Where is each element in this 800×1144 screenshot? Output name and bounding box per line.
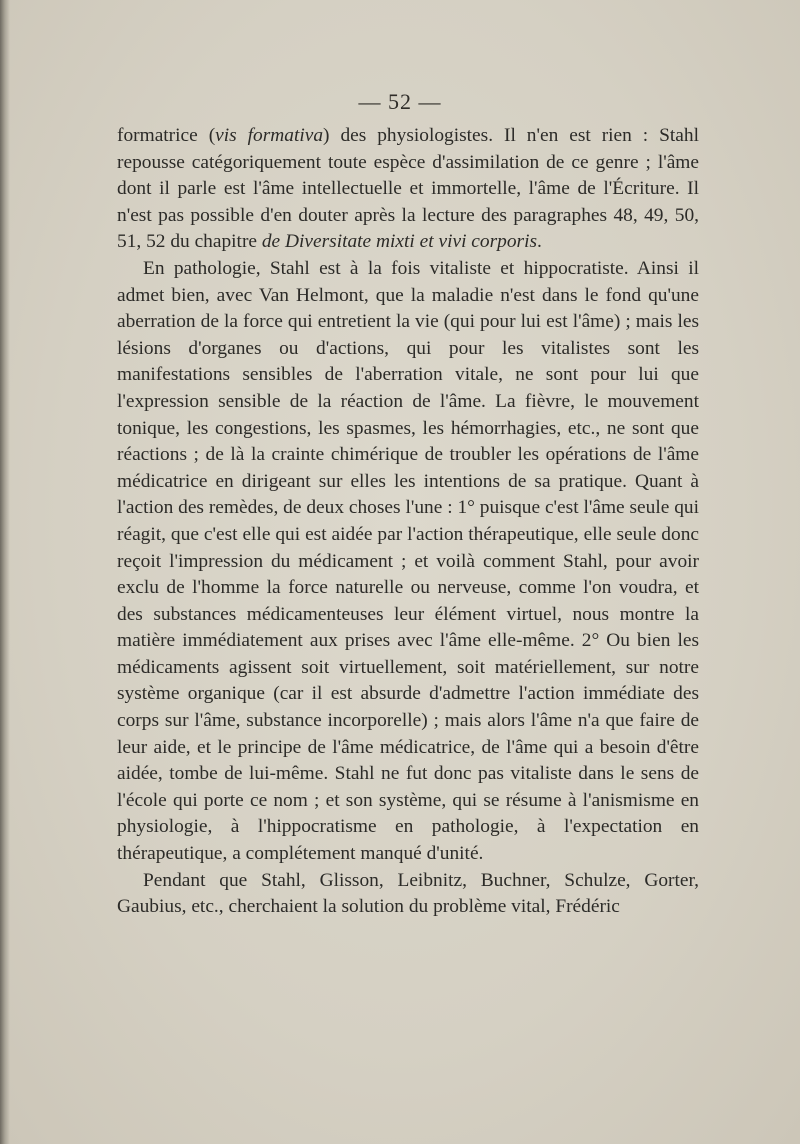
paragraph-2: En pathologie, Stahl est à la fois vitaliste et hippocratiste. Ainsi il admet bien, avec Van Helmont, que la maladie n'est dans le fond qu'une aberration de la force qui entretient la vie (qui pour lui est l'âme) ; mais les lésions d'organes ou d'actions, qui pour les vitalistes sont les manifestations sensibles de l'aberration vitale, ne sont pour lui que l'expression sensible de la réaction de l'âme. La fièvre, le mouvement tonique, les congestions, les spasmes, les hémorrhagies, etc., ne sont que réactions ; de là la crainte chimérique de troubler les opérations de l'âme médicatrice en dirigeant sur elles les intentions de sa pratique. Quant à l'action des remèdes, de deux choses l'une : 1° puisque c'est l'âme seule qui réagit, que c'est elle qui est aidée par l'action thérapeutique, elle seule donc reçoit l'impression du médicament ; et voilà comment Stahl, pour avoir exclu de l'homme la force naturelle ou nerveuse, comme l'on voudra, et des substances médicamenteuses leur élément virtuel, nous montre la matière immédiatement aux prises avec l'âme elle-même. 2° Ou bien les médicaments agissent soit virtuellement, soit matériellement, sur notre système organique (car il est absurde d'admettre l'action immédiate des corps sur l'âme, substance incorporelle) ; mais alors l'âme n'a que faire de leur aide, et le principe de l'âme médicatrice, de l'âme qui a besoin d'être aidée, tombe de lui-même. Stahl ne fut donc pas vitaliste dans le sens de l'école qui porte ce nom ; et son système, qui se résume à l'anismisme en physiologie, à l'hippocratisme en pathologie, à l'expectation en thérapeutique, a complétement manqué d'unité. [117,257,699,865]
paragraph-1 [117,123,699,256]
page-number: — 52 — [358,89,442,114]
paragraph-1-text-c: . [537,231,542,253]
body-text [117,123,699,921]
latin-title-de-diversitate: de Diversitate mixti et vivi corporis [261,231,538,253]
latin-term-vis-formativa: vis formativa [215,125,324,146]
paragraph-1-text-a: formatrice ( [117,125,216,146]
binding-shadow [0,0,10,1144]
paragraph-3: Pendant que Stahl, Glisson, Leibnitz, Buchner, Schulze, Gorter, Gaubius, etc., cherchaient la solution du problème vital, Frédéric [117,869,699,918]
paragraph-1-text-b: ) des physiologistes. Il n'en est rien : Stahl repousse catégoriquement toute espèce d'assimilation de ce genre ; l'âme dont il parle est l'âme intellectuelle et immortelle, l'âme de l'Écriture. Il n'est pas possible d'en douter après la lecture des paragraphes 48, 49, 50, 51, 52 du chapitre [117,125,699,253]
